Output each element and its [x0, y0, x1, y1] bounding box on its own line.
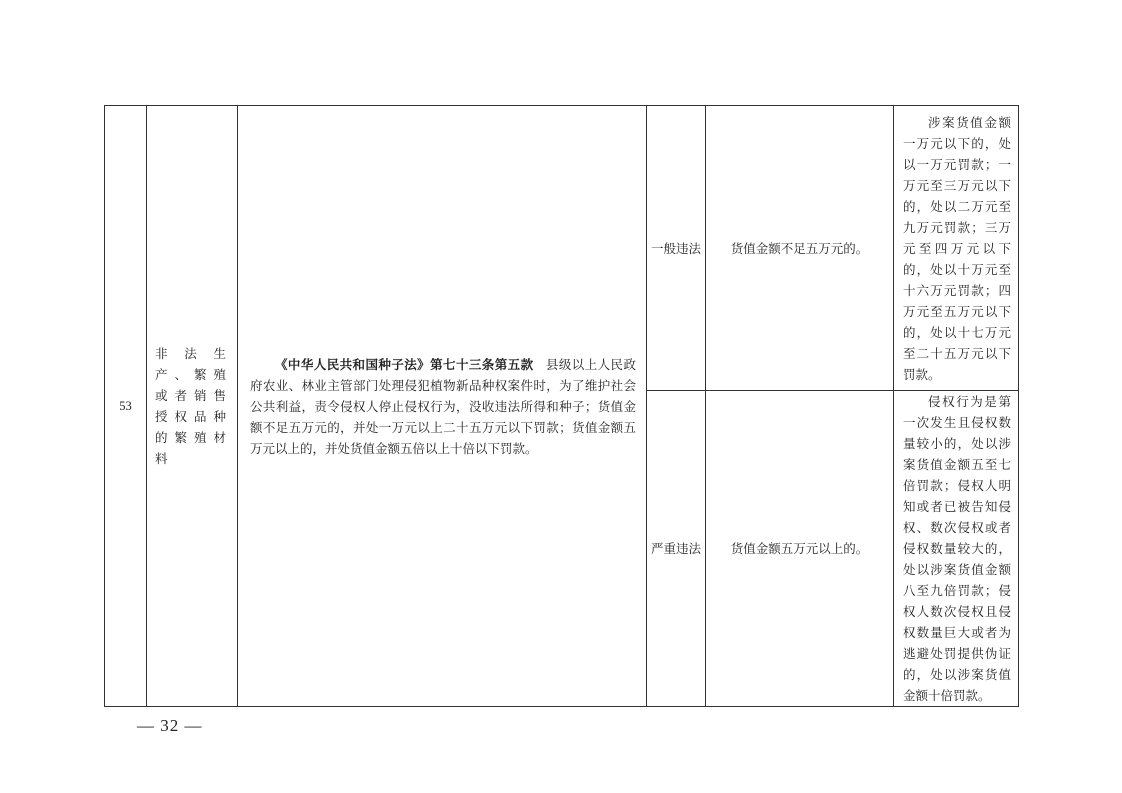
standard-general — [894, 106, 1019, 391]
law-text: 县级以上人民政府农业、林业主管部门处理侵犯植物新品种权案件时，为了维护社会公共利益，责令侵权人停止侵权行为，没收违法所得和种子；货值金额不足五万元的，并处一万元以上二十五万元以下罚款；货值金额五万元以上的，并处货值金额五倍以上十倍以下罚款。 — [250, 356, 636, 456]
standard-serious — [894, 391, 1019, 707]
row-number: 53 — [105, 106, 147, 707]
level-serious: 严重违法 — [647, 391, 706, 707]
law-title: 《中华人民共和国种子法》第七十三条第五款 — [275, 356, 534, 372]
standard-general-text: 涉案货值金额一万元以下的，处以一万元罚款；一万元至三万元以下的，处以二万元至九万元罚款；三万元至四万元以下的，处以十万元至十六万元罚款；四万元至五万元以下的，处以十七万元至二十五万元以下罚款。 — [903, 114, 1011, 382]
table-row — [105, 106, 1019, 391]
condition-serious: 货值金额五万元以上的。 — [706, 391, 894, 707]
violation-item: 非法生产、繁殖或者销售授权品种的繁殖材料 — [147, 106, 238, 707]
standard-serious-text: 侵权行为是第一次发生且侵权数量较小的，处以涉案货值金额五至七倍罚款；侵权人明知或者已被告知侵权、数次侵权或者侵权数量较大的，处以涉案货值金额八至九倍罚款；侵权人数次侵权且侵权数量巨大或者为逃避处罚提供伪证的，处以涉案货值金额十倍罚款。 — [903, 394, 1011, 703]
level-general: 一般违法 — [647, 106, 706, 391]
page-number: — 32 — — [137, 716, 203, 735]
condition-general: 货值金额不足五万元的。 — [706, 106, 894, 391]
legal-basis — [238, 106, 647, 707]
penalty-table — [104, 105, 1019, 707]
